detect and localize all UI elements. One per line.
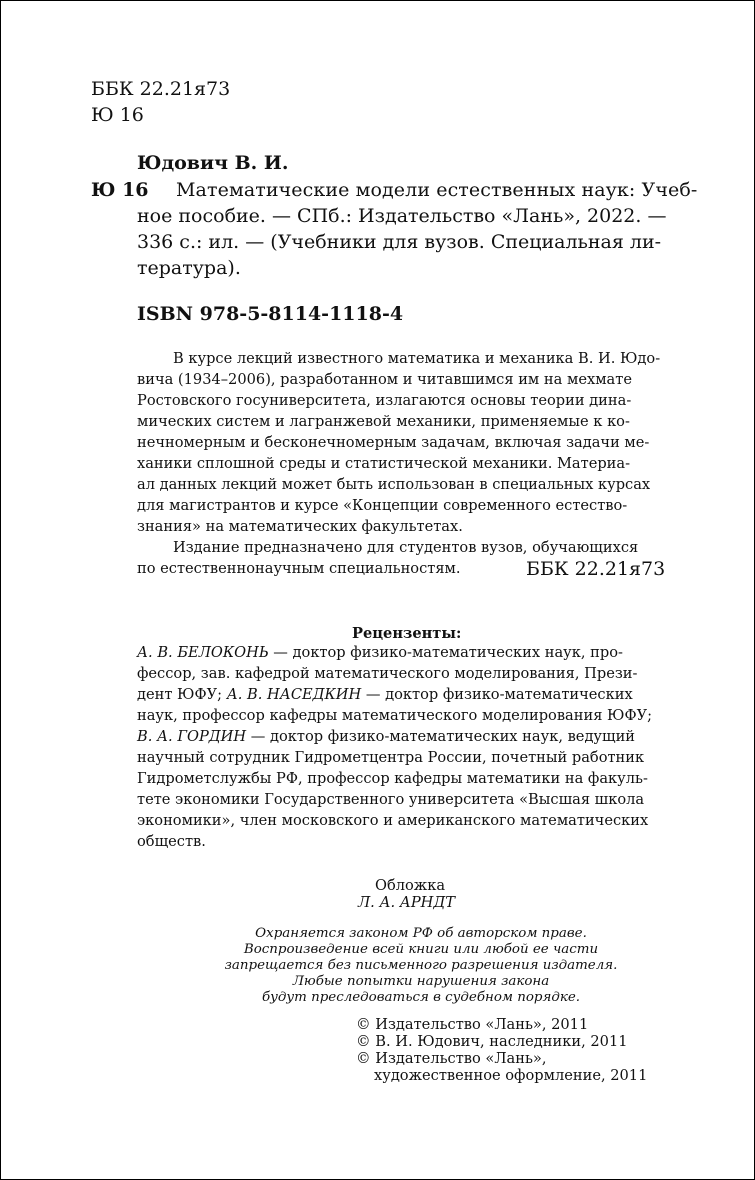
copyright-line: © В. И. Юдович, наследники, 2011 bbox=[356, 1033, 628, 1050]
legal-notice-line: Воспроизведение всей книги или любой ее части bbox=[243, 942, 599, 957]
entry-author: Юдович В. И. bbox=[137, 152, 289, 174]
cover-label: Обложка bbox=[375, 877, 446, 894]
annotation-line: Издание предназначено для студентов вузов, обучающихся bbox=[173, 539, 639, 556]
reviewer-line: научный сотрудник Гидрометцентра России, почетный работник bbox=[137, 749, 645, 766]
annotation-line: знания» на математических факультетах. bbox=[137, 518, 463, 535]
legal-notice-line: Любые попытки нарушения закона bbox=[292, 974, 550, 989]
reviewer-name: В. А. ГОРДИН bbox=[137, 728, 247, 745]
entry-mark: Ю 16 bbox=[91, 179, 149, 201]
reviewer-line: обществ. bbox=[137, 833, 206, 850]
entry-description-line: ное пособие. — СПб.: Издательство «Лань», 2022. — bbox=[137, 205, 667, 227]
reviewer-line: А. В. БЕЛОКОНЬ — доктор физико-математических наук, про- bbox=[137, 644, 623, 661]
annotation-line: мических систем и лагранжевой механики, применяемые к ко- bbox=[137, 413, 630, 430]
author-mark: Ю 16 bbox=[91, 104, 144, 126]
reviewer-line: тете экономики Государственного университета «Высшая школа bbox=[137, 791, 645, 808]
reviewer-line: экономики», член московского и американского математических bbox=[137, 812, 649, 829]
annotation-line: ханики сплошной среды и статистической механики. Материа- bbox=[137, 455, 631, 472]
copyright-line: художественное оформление, 2011 bbox=[374, 1067, 648, 1084]
reviewer-line: В. А. ГОРДИН — доктор физико-математических наук, ведущий bbox=[137, 728, 636, 745]
annotation-line: для магистрантов и курсе «Концепции современного естество- bbox=[137, 497, 628, 514]
bbk-code: ББК 22.21я73 bbox=[91, 78, 231, 100]
annotation-line: по естественнонаучным специальностям. bbox=[137, 560, 461, 577]
annotation-line: вича (1934–2006), разработанном и читавшимся им на мехмате bbox=[137, 371, 632, 388]
reviewer-line: дент ЮФУ; А. В. НАСЕДКИН — доктор физико-математических bbox=[137, 686, 633, 703]
annotation-line: ал данных лекций может быть использован в специальных курсах bbox=[137, 476, 651, 493]
entry-description-line: Математические модели естественных наук: Учеб- bbox=[176, 179, 698, 201]
cover-artist: Л. А. АРНДТ bbox=[358, 894, 455, 911]
reviewer-line: наук, профессор кафедры математического моделирования ЮФУ; bbox=[137, 707, 653, 724]
legal-notice-line: будут преследоваться в судебном порядке. bbox=[261, 990, 581, 1005]
annotation-bbk: ББК 22.21я73 bbox=[526, 558, 666, 580]
annotation-line: нечномерным и бесконечномерным задачам, включая задачи ме- bbox=[137, 434, 650, 451]
reviewer-line: Гидрометслужбы РФ, профессор кафедры математики на факуль- bbox=[137, 770, 648, 787]
legal-notice-line: Охраняется законом РФ об авторском праве. bbox=[255, 926, 587, 941]
reviewer-name: А. В. НАСЕДКИН bbox=[226, 686, 362, 703]
copyright-line: © Издательство «Лань», bbox=[356, 1050, 547, 1067]
copyright-line: © Издательство «Лань», 2011 bbox=[356, 1016, 589, 1033]
entry-description-line: тература). bbox=[137, 257, 241, 279]
legal-notice-line: запрещается без письменного разрешения издателя. bbox=[224, 958, 618, 973]
annotation-line: В курсе лекций известного математика и механика В. И. Юдо- bbox=[173, 350, 661, 367]
reviewer-name: А. В. БЕЛОКОНЬ bbox=[137, 644, 269, 661]
reviewers-heading: Рецензенты: bbox=[352, 625, 462, 642]
entry-description-line: 336 с.: ил. — (Учебники для вузов. Специальная ли- bbox=[137, 231, 662, 253]
reviewer-line: фессор, зав. кафедрой математического моделирования, Прези- bbox=[137, 665, 638, 682]
isbn: ISBN 978-5-8114-1118-4 bbox=[137, 303, 404, 325]
annotation-line: Ростовского госуниверситета, излагаются основы теории дина- bbox=[137, 392, 632, 409]
